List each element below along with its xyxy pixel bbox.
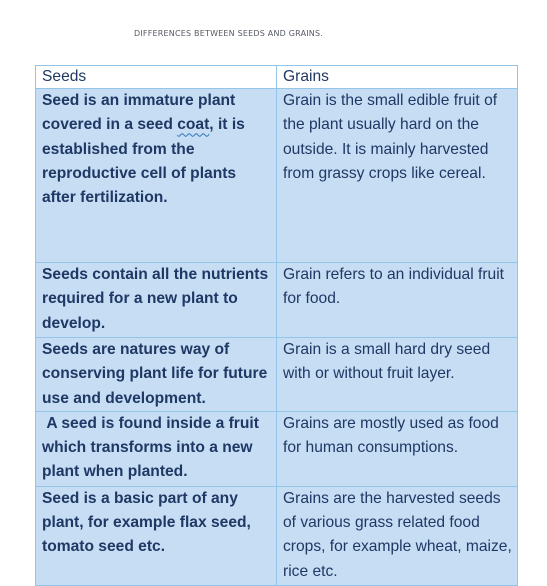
table-row <box>36 263 518 338</box>
seed-cell: Seeds are natures way of conserving plant life for future use and development. <box>36 338 277 412</box>
table-header-row <box>36 66 518 89</box>
comparison-table <box>35 65 518 586</box>
seed-cell: Seeds contain all the nutrients required for a new plant to develop. <box>36 263 277 338</box>
seed-cell: Seed is a basic part of any plant, for example flax seed, tomato seed etc. <box>36 486 277 585</box>
grain-cell: Grain is a small hard dry seed with or without fruit layer. <box>277 338 518 412</box>
seed-cell: A seed is found inside a fruit which transforms into a new plant when planted. <box>36 411 277 486</box>
seed-text-part: Seed is an immature plant covered in a seed <box>42 92 236 134</box>
header-grains: Grains <box>277 66 518 89</box>
grain-cell: Grains are mostly used as food for human consumptions. <box>277 411 518 486</box>
grain-cell: Grains are the harvested seeds of various grass related food crops, for example wheat, maize, rice etc. <box>277 486 518 585</box>
document-title: DIFFERENCES BETWEEN SEEDS AND GRAINS. <box>134 29 324 38</box>
table-row <box>36 338 518 412</box>
grain-cell: Grain refers to an individual fruit for food. <box>277 263 518 338</box>
seed-cell <box>36 89 277 263</box>
grain-cell: Grain is the small edible fruit of the plant usually hard on the outside. It is mainly harvested from grassy crops like cereal. <box>277 89 518 263</box>
header-seeds: Seeds <box>36 66 277 89</box>
table-row <box>36 411 518 486</box>
spellcheck-marked-word: coat <box>177 116 210 134</box>
table-row <box>36 89 518 263</box>
table-row <box>36 486 518 585</box>
seed-text-part: , it is established from the reproductive cell of plants after fertilization. <box>42 116 245 207</box>
